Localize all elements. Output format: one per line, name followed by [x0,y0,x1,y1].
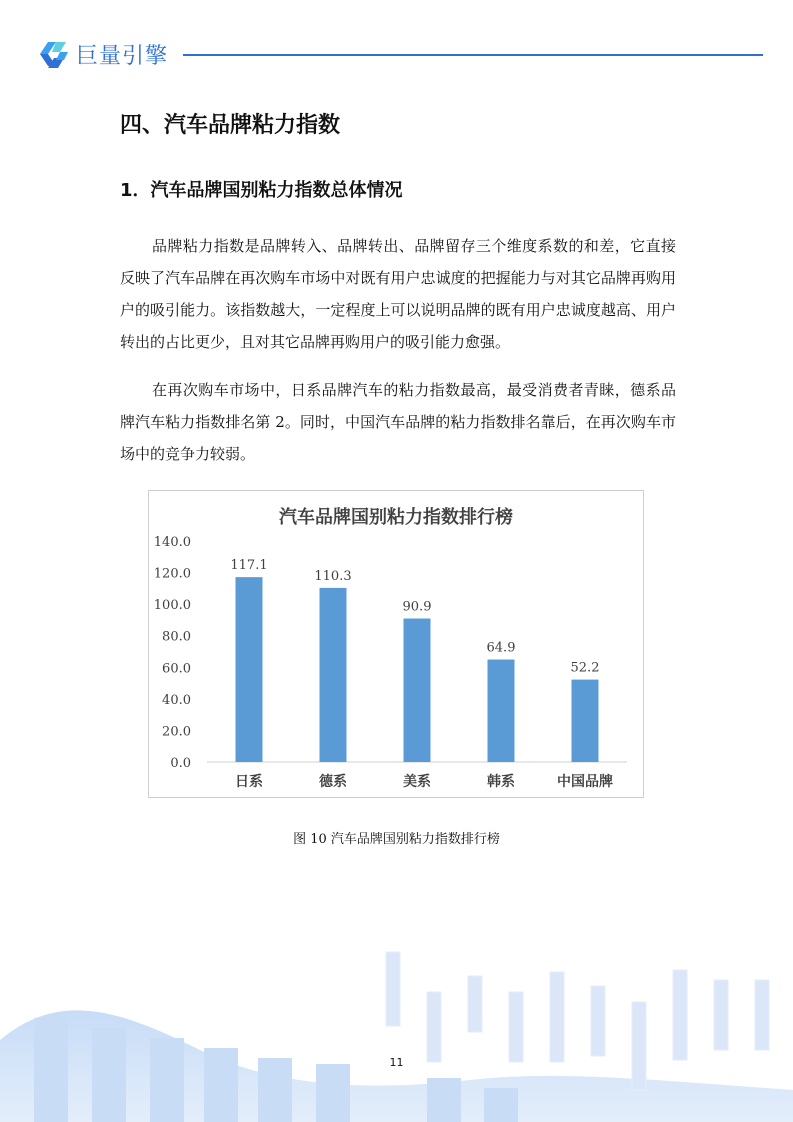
header-divider [183,54,763,56]
x-category-label: 德系 [319,774,347,790]
y-tick-label: 80.0 [162,629,191,645]
bar-3 [404,619,431,762]
bar-value-label: 52.2 [570,660,600,676]
x-category-label: 中国品牌 [557,774,613,790]
y-tick-label: 140.0 [153,535,191,550]
page-number: 11 [389,1056,404,1069]
y-tick-label: 60.0 [162,661,191,677]
footer-decoration [0,930,793,1122]
bar-chart [148,490,644,798]
chart-title: 汽车品牌国别粘力指数排行榜 [279,507,513,528]
y-tick-label: 0.0 [170,756,191,771]
bar-value-label: 117.1 [230,558,268,574]
brand-name: 巨量引擎 [76,44,169,69]
page-header [0,0,793,90]
x-category-label: 日系 [235,774,263,790]
x-category-label: 美系 [403,774,431,790]
x-category-label: 韩系 [487,774,515,790]
bar-1 [236,577,263,762]
chart-plot-area [149,491,643,797]
y-tick-label: 40.0 [162,692,191,708]
section-title: 四、汽车品牌粘力指数 [120,113,341,138]
bar-value-label: 64.9 [486,640,516,656]
bar-5 [572,680,599,762]
bar-value-label: 110.3 [314,568,352,584]
bar-value-label: 90.9 [402,599,432,615]
subsection-title: 1．汽车品牌国别粘力指数总体情况 [120,180,403,201]
bar-4 [488,660,515,762]
body-paragraph-1: 品牌粘力指数是品牌转入、品牌转出、品牌留存三个维度系数的和差，它直接反映了汽车品牌在再次购车市场中对既有用户忠诚度的把握能力与对其它品牌再购用户的吸引能力。该指数越大，一定程度上可以说明品牌的既有用户忠诚度越高、用户转出的占比更少，且对其它品牌再购用户的吸引能力愈强。 [120,237,676,351]
brand-logo-icon [36,36,70,72]
y-tick-label: 120.0 [153,566,191,582]
figure-caption: 图 10 汽车品牌国别粘力指数排行榜 [293,832,500,847]
bar-2 [320,588,347,762]
body-paragraph-2: 在再次购车市场中，日系品牌汽车的粘力指数最高，最受消费者青睐，德系品牌汽车粘力指数排名第 2。同时，中国汽车品牌的粘力指数排名靠后，在再次购车市场中的竞争力较弱。 [120,381,676,463]
y-tick-label: 100.0 [153,598,191,614]
y-tick-label: 20.0 [162,724,191,740]
